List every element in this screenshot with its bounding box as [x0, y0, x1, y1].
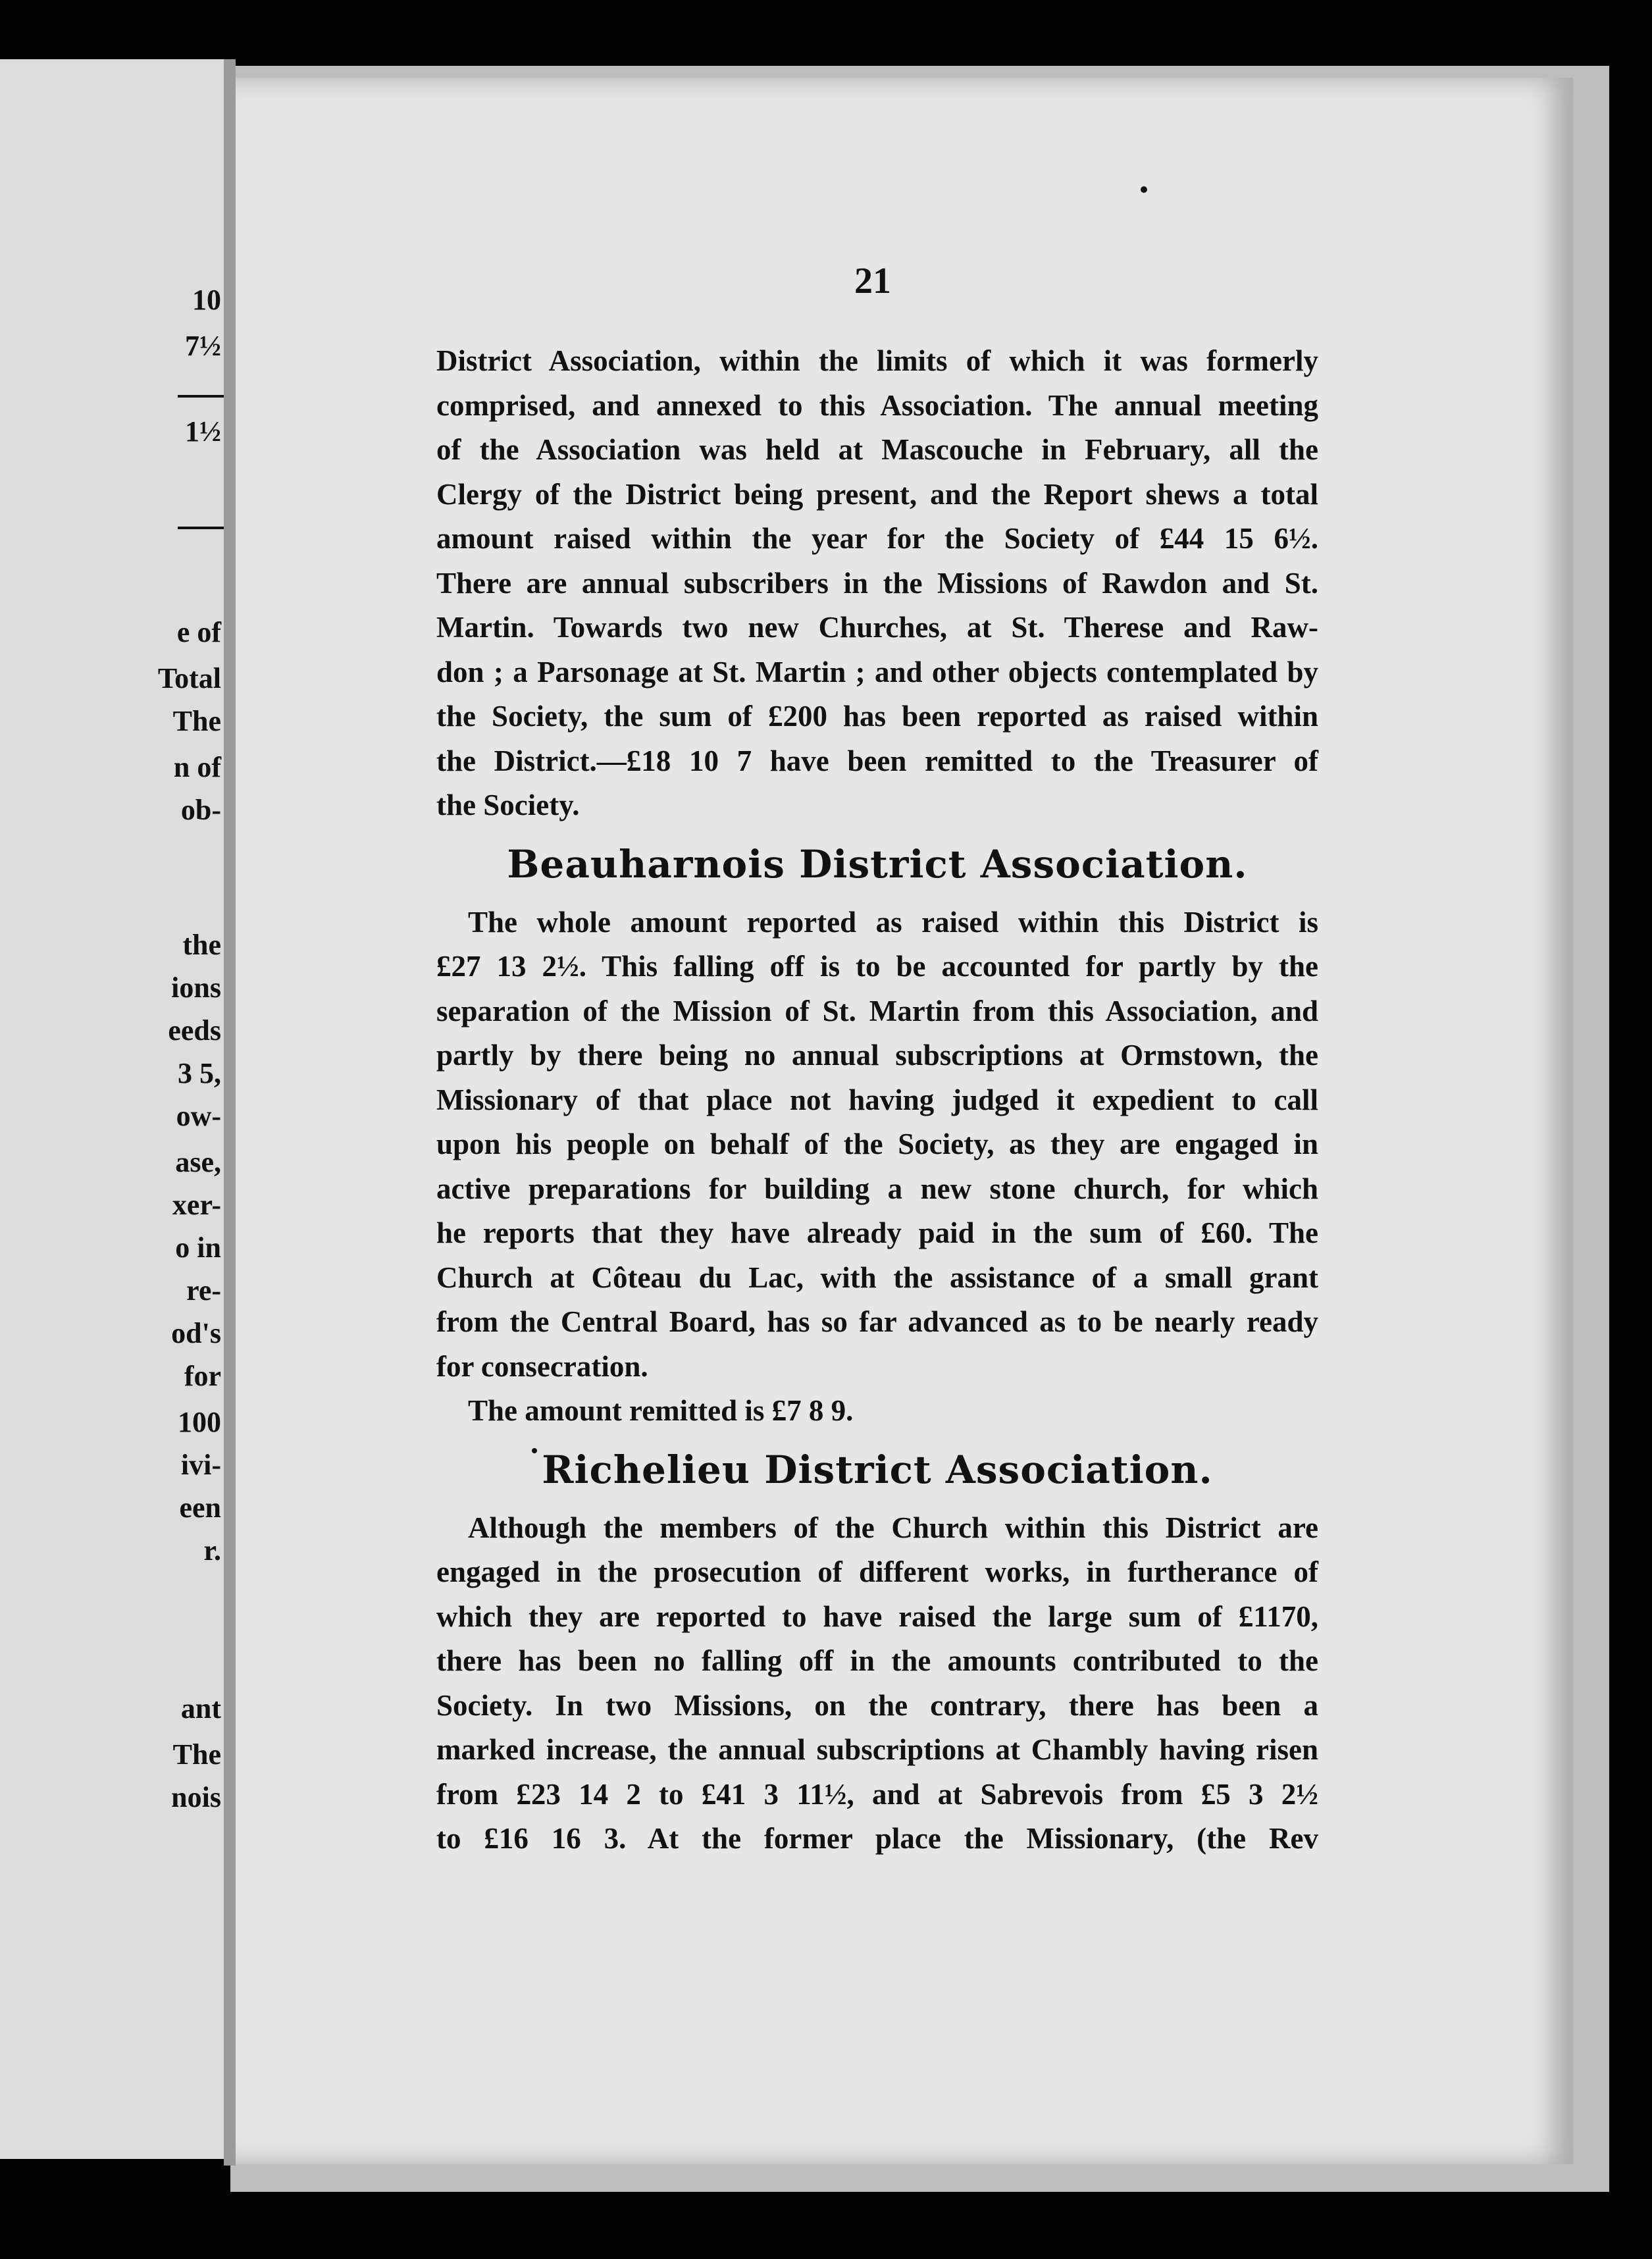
text-line: Martin. Towards two new Churches, at St. Therese and Raw- [436, 611, 1318, 644]
left-page-fragment: r. [203, 1534, 221, 1567]
heading-richelieu: Richelieu District Association. [542, 1447, 1213, 1492]
text-line: separation of the Mission of St. Martin from this Association, and [436, 994, 1318, 1027]
heading-beauharnois: Beauharnois District Association. [507, 841, 1248, 887]
left-page-fragment: re- [186, 1274, 221, 1307]
left-page-fragment: ow- [176, 1100, 221, 1132]
page-number: 21 [854, 261, 891, 301]
left-page-fragment: 100 [178, 1406, 221, 1438]
left-page-fragment: The [172, 1738, 221, 1771]
left-page-rule [178, 395, 230, 398]
text-line: from £23 14 2 to £41 3 11½, and at Sabrevois from £5 3 2½ [436, 1777, 1318, 1811]
text-line: The amount remitted is £7 8 9. [468, 1394, 854, 1427]
left-page-fragment: the [182, 929, 221, 961]
text-line: There are annual subscribers in the Missions of Rawdon and St. [436, 566, 1318, 600]
left-page-fragment: e of [176, 616, 221, 648]
left-page-rule [178, 527, 230, 529]
text-line: the Society. [436, 789, 580, 821]
text-line: Clergy of the District being present, and the Report shews a total [436, 477, 1318, 511]
text-line: The whole amount reported as raised within this District is [468, 905, 1318, 939]
left-page-fragment: 3 5, [178, 1057, 221, 1089]
text-line: upon his people on behalf of the Society, as they are engaged in [436, 1128, 1318, 1160]
text-line: the District.—£18 10 7 have been remitted to the Treasurer of [436, 744, 1318, 777]
text-line: District Association, within the limits of which it was formerly [436, 344, 1318, 377]
left-page-fragment: ions [171, 972, 221, 1004]
left-page-fragment: nois [171, 1781, 221, 1813]
text-line: the Society, the sum of £200 has been reported as raised within [436, 700, 1318, 733]
text-line: he reports that they have already paid in the sum of £60. The [436, 1216, 1318, 1249]
text-line: amount raised within the year for the Society of £44 15 6½. [436, 522, 1318, 555]
text-line: active preparations for building a new stone church, for which [436, 1172, 1318, 1205]
text-line: which they are reported to have raised the large sum of £1170, [436, 1599, 1318, 1633]
text-line: partly by there being no annual subscriptions at Ormstown, the [436, 1039, 1318, 1072]
ink-speck [532, 1448, 537, 1453]
left-page-fragment: 1½ [185, 415, 221, 448]
ink-speck [1141, 186, 1147, 193]
text-line: there has been no falling off in the amounts contributed to the [436, 1644, 1318, 1677]
page-body [436, 339, 1318, 1861]
left-page-fragment: ase, [175, 1146, 221, 1178]
section-richelieu [436, 1506, 1318, 1861]
left-page-fragment: for [184, 1360, 221, 1392]
text-line: Missionary of that place not having judged it expedient to call [436, 1083, 1318, 1116]
left-page-fragment: 7½ [185, 330, 221, 362]
left-page-fragment: ivi- [180, 1449, 221, 1481]
text-line: don ; a Parsonage at St. Martin ; and other objects contemplated by [436, 655, 1318, 688]
left-page-fragment: een [179, 1492, 221, 1524]
left-page-fragment: Total [157, 662, 221, 694]
text-line: engaged in the prosecution of different works, in furtherance of [436, 1555, 1318, 1588]
left-page-fragment: 10 [192, 284, 221, 316]
left-page-fragment: xer- [172, 1189, 221, 1221]
text-line: of the Association was held at Mascouche in February, all the [436, 433, 1318, 466]
text-line: Although the members of the Church within this District are [468, 1511, 1318, 1544]
left-page-fragment: ob- [180, 794, 221, 826]
left-page-fragment: n of [173, 751, 221, 783]
left-page-fragment: ant [180, 1692, 221, 1725]
section-continuation [436, 339, 1318, 828]
text-line: comprised, and annexed to this Association. The annual meeting [436, 388, 1318, 422]
book-spine [224, 59, 236, 2166]
left-page-fragment: The [172, 705, 221, 737]
left-page-fragment: od's [171, 1317, 221, 1349]
text-line: Church at Côteau du Lac, with the assistance of a small grant [436, 1260, 1318, 1294]
text-line: £27 13 2½. This falling off is to be accounted for partly by the [436, 950, 1318, 983]
text-line: Society. In two Missions, on the contrary, there has been a [436, 1688, 1318, 1722]
section-beauharnois [436, 900, 1318, 1434]
text-line: from the Central Board, has so far advanced as to be nearly ready [436, 1305, 1318, 1338]
left-page-fragment: eeds [168, 1014, 221, 1047]
left-page-fragment: o in [175, 1232, 221, 1264]
text-line: marked increase, the annual subscriptions at Chambly having risen [436, 1733, 1318, 1766]
left-page [0, 59, 230, 2159]
text-line: to £16 16 3. At the former place the Missionary, (the Rev [436, 1822, 1318, 1855]
text-line: for consecration. [436, 1349, 648, 1383]
